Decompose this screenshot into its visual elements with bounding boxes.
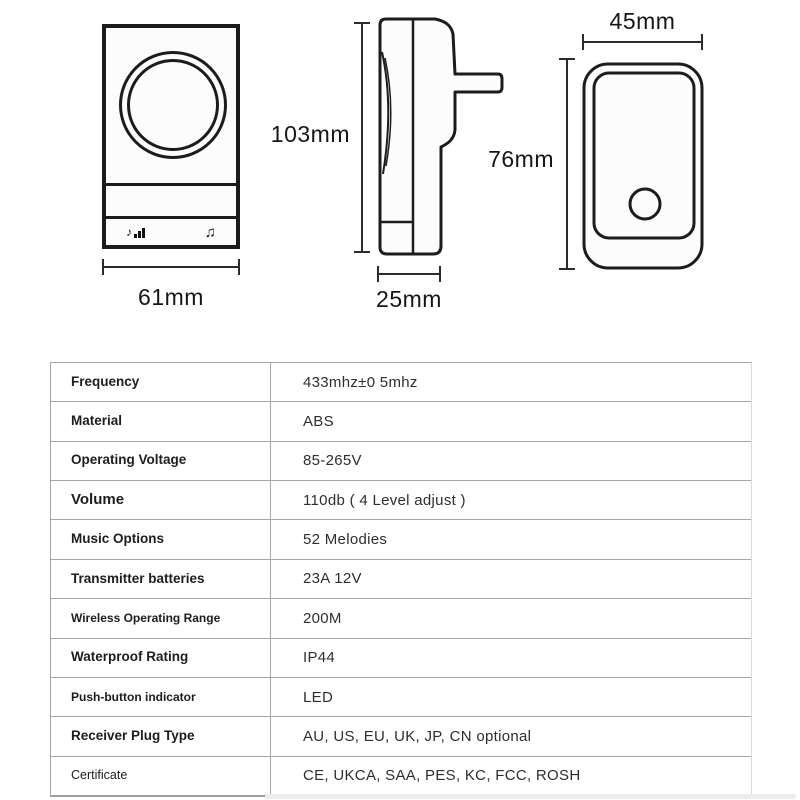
spec-label: Frequency [71,373,140,389]
spec-value-cell [271,639,751,677]
spec-value-cell [271,560,751,598]
spec-label-cell [51,442,271,480]
spec-table-row [51,717,751,756]
receiver-height-label: 103mm [270,121,350,147]
spec-label-cell [51,599,271,637]
spec-value: 200M [303,609,342,627]
spec-label: Push-button indicator [71,689,196,704]
receiver-side-outline [377,16,507,262]
spec-value-cell [271,717,751,755]
spec-value-cell [271,757,751,795]
spec-value: LED [303,688,334,706]
spec-value: 85-265V [303,452,362,470]
spec-value: AU, US, EU, UK, JP, CN optional [303,727,532,745]
button-height-label: 76mm [488,146,554,172]
receiver-front-outline [102,24,240,249]
spec-label-cell [51,560,271,598]
spec-table-row [51,678,751,717]
volume-level-icon: ♪ [126,226,145,238]
spec-value: CE, UKCA, SAA, PES, KC, FCC, ROSH [303,767,581,785]
receiver-depth-label: 25mm [376,286,442,312]
speaker-circle-inner [127,59,219,151]
spec-table-row [51,520,751,559]
spec-label-cell [51,678,271,716]
spec-value: 110db ( 4 Level adjust ) [303,491,466,509]
spec-value: IP44 [303,649,336,667]
spec-label: Receiver Plug Type [71,727,195,743]
spec-label-cell [51,520,271,558]
spec-label-cell [51,481,271,519]
spec-label-cell [51,717,271,755]
spec-table-row [51,402,751,441]
spec-label: Transmitter batteries [71,570,205,586]
spec-label: Certificate [71,767,128,782]
spec-table-row [51,481,751,520]
spec-label: Music Options [71,531,165,547]
spec-label: Volume [71,490,125,508]
spec-value-cell [271,678,751,716]
height-dim-line-103 [354,22,370,253]
push-button-outline [581,61,707,273]
spec-table-row [51,560,751,599]
spec-label: Operating Voltage [71,452,187,468]
spec-value-cell [271,481,751,519]
width-dim-line-61 [102,259,240,275]
spec-value: 23A 12V [303,570,362,588]
spec-table-row [51,639,751,678]
depth-dim-line-25 [377,266,441,282]
height-dim-line-76 [559,58,575,270]
spec-table-row [51,757,751,795]
spec-table-row [51,363,751,402]
spec-label-cell [51,757,271,795]
spec-label-cell [51,363,271,401]
receiver-front-band [106,183,236,219]
spec-table-row [51,599,751,638]
spec-value-cell [271,363,751,401]
spec-label: Wireless Operating Range [71,610,221,625]
spec-label-cell [51,639,271,677]
spec-table [50,362,752,797]
spec-label: Waterproof Rating [71,649,189,665]
speaker-circle [119,51,227,159]
spec-value-cell [271,520,751,558]
dimension-diagrams [0,0,800,355]
next-section-top-edge [265,794,796,799]
spec-value-cell [271,442,751,480]
melody-icon: ♫ [204,223,216,241]
spec-label: Material [71,413,123,429]
receiver-front-icon-strip [106,219,236,245]
spec-value: 52 Melodies [303,531,388,549]
spec-value: ABS [303,413,334,431]
button-width-label: 45mm [609,8,676,34]
spec-table-row [51,442,751,481]
receiver-width-label: 61mm [138,284,204,310]
spec-value-cell [271,599,751,637]
spec-value-cell [271,402,751,440]
spec-label-cell [51,402,271,440]
width-dim-line-45 [582,34,703,50]
spec-value: 433mhz±0 5mhz [303,373,418,391]
